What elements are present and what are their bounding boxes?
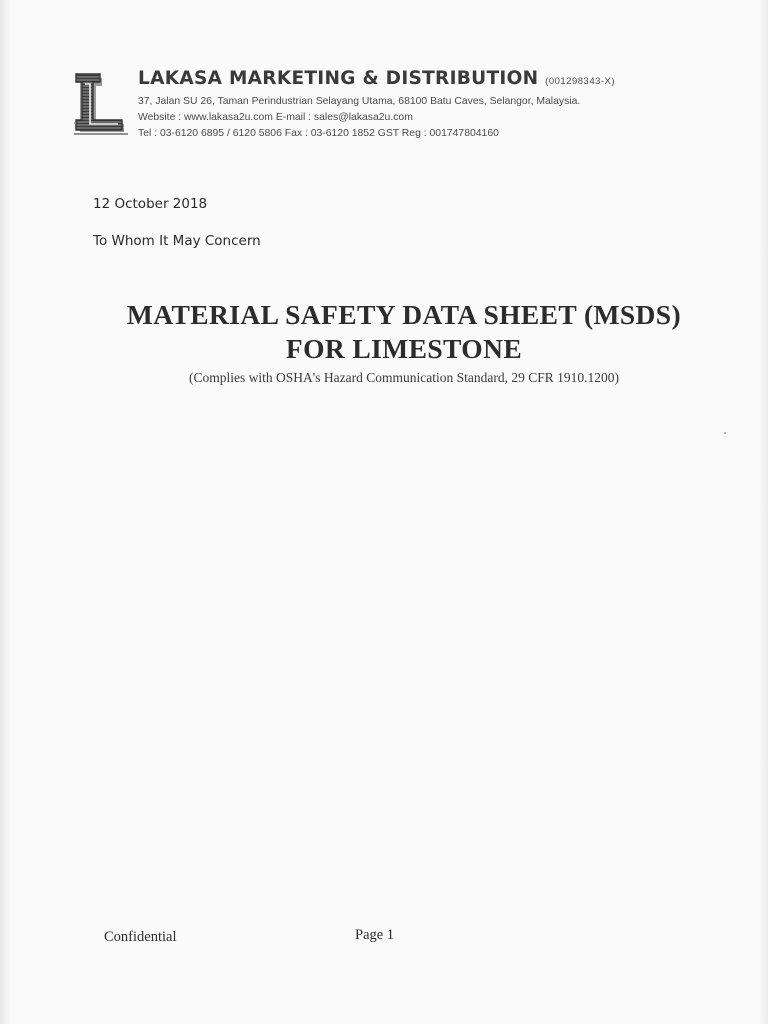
scan-speck: [74, 122, 76, 124]
footer-confidential: Confidential: [104, 929, 177, 945]
document-title-line-2: FOR LIMESTONE: [285, 333, 523, 364]
scan-speck: [724, 432, 726, 434]
scan-edge-right: [758, 0, 768, 1024]
letter-date: 12 October 2018: [93, 196, 208, 212]
letterhead: [72, 68, 712, 140]
company-name: LAKASA MARKETING & DISTRIBUTION (001298343-X): [138, 68, 616, 89]
company-address: 37, Jalan SU 26, Taman Perindustrian Selayang Utama, 68100 Batu Caves, Selangor, Malaysia.: [138, 96, 581, 107]
document-title-line-1: MATERIAL SAFETY DATA SHEET (MSDS): [126, 299, 682, 330]
scan-edge-left: [0, 0, 10, 1024]
company-website-email: Website : www.lakasa2u.com E-mail : sales@lakasa2u.com: [138, 112, 413, 123]
company-registration: (001298343-X): [545, 76, 616, 87]
company-contact-numbers: Tel : 03-6120 6895 / 6120 5806 Fax : 03-6120 1852 GST Reg : 001747804160: [138, 128, 499, 139]
document-title-block: [40, 298, 768, 386]
letter-salutation: To Whom It May Concern: [93, 233, 261, 249]
letter-l-logo-icon: [72, 72, 130, 138]
document-subtitle: (Complies with OSHA's Hazard Communication Standard, 29 CFR 1910.1200): [189, 370, 619, 385]
footer-page-number: Page 1: [355, 927, 395, 943]
